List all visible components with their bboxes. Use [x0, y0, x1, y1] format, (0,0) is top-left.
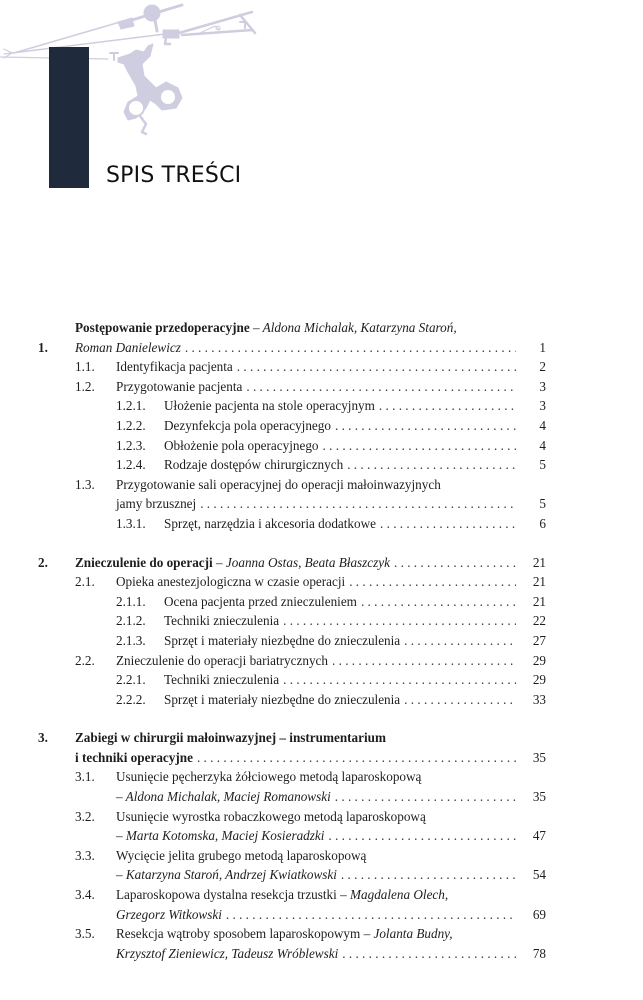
toc-authors: – Joanna Ostas, Beata Błaszczyk — [216, 554, 390, 570]
dot-leader — [237, 357, 516, 377]
toc-number: 3. — [38, 730, 48, 746]
toc-title: Laparoskopowa dystalna resekcja trzustki — [116, 887, 337, 903]
toc-section-3 — [38, 728, 546, 963]
toc-page: 78 — [532, 945, 546, 961]
toc-authors: – Magdalena Olech, — [340, 887, 449, 903]
table-of-contents — [38, 318, 546, 982]
chapter-accent-bar — [49, 47, 89, 188]
toc-entry[interactable] — [38, 514, 546, 534]
toc-number: 3.3. — [75, 847, 95, 863]
toc-number: 1.3. — [75, 476, 95, 492]
toc-entry[interactable] — [38, 611, 546, 631]
toc-authors: – Aldona Michalak, Maciej Romanowski — [116, 789, 331, 805]
dot-leader — [380, 514, 516, 534]
dot-leader — [341, 865, 516, 885]
toc-entry[interactable] — [38, 885, 546, 924]
toc-page: 69 — [532, 906, 546, 922]
toc-page: 3 — [539, 398, 546, 414]
toc-page: 54 — [532, 867, 546, 883]
dot-leader — [246, 377, 516, 397]
toc-page: 5 — [539, 457, 546, 473]
dot-leader — [332, 651, 516, 671]
dot-leader — [335, 787, 516, 807]
toc-page: 21 — [532, 554, 546, 570]
toc-number: 2. — [38, 554, 48, 570]
toc-entry[interactable] — [38, 396, 546, 416]
toc-title: Przygotowanie sali operacyjnej do operacji małoinwazyjnych — [116, 476, 441, 492]
toc-title: Opieka anestezjologiczna w czasie operacji — [116, 574, 346, 590]
dot-leader — [342, 944, 516, 964]
toc-page: 21 — [532, 574, 546, 590]
toc-entry[interactable] — [38, 377, 546, 397]
toc-number: 1. — [38, 339, 48, 355]
toc-title: Znieczulenie do operacji bariatrycznych — [116, 652, 328, 668]
toc-title: Postępowanie przedoperacyjne — [75, 320, 250, 335]
toc-title: Techniki znieczulenia — [164, 672, 280, 688]
toc-page: 27 — [532, 632, 546, 648]
toc-entry[interactable] — [38, 436, 546, 456]
toc-entry[interactable] — [38, 807, 546, 846]
toc-entry[interactable] — [38, 728, 546, 767]
toc-number: 2.2. — [75, 652, 95, 668]
toc-number: 1.1. — [75, 359, 95, 375]
toc-entry[interactable] — [38, 631, 546, 651]
toc-number: 3.1. — [75, 769, 95, 785]
toc-page: 35 — [532, 789, 546, 805]
toc-number: 2.2.1. — [116, 672, 146, 688]
toc-title: Resekcja wątroby sposobem laparoskopowym — [116, 926, 361, 942]
toc-title: Identyfikacja pacjenta — [116, 359, 233, 375]
toc-title: i techniki operacyjne — [75, 749, 193, 765]
toc-page: 1 — [539, 339, 546, 355]
dot-leader — [361, 592, 516, 612]
toc-number: 3.5. — [75, 926, 95, 942]
toc-title: Sprzęt i materiały niezbędne do znieczulenia — [164, 632, 401, 648]
dot-leader — [323, 436, 516, 456]
toc-authors: – Jolanta Budny, — [363, 926, 453, 942]
toc-entry[interactable] — [38, 592, 546, 612]
toc-title: Wycięcie jelita grubego metodą laparoskopową — [116, 847, 367, 863]
page-title: SPIS TREŚCI — [106, 162, 242, 188]
dot-leader — [283, 611, 516, 631]
toc-number: 2.2.2. — [116, 691, 146, 707]
toc-entry[interactable] — [38, 357, 546, 377]
dot-leader — [185, 338, 516, 358]
toc-entry[interactable] — [38, 475, 546, 514]
toc-title: Techniki znieczulenia — [164, 613, 280, 629]
toc-entry[interactable] — [38, 924, 546, 963]
toc-section-1 — [38, 318, 546, 534]
toc-page: 2 — [539, 359, 546, 375]
dot-leader — [349, 572, 516, 592]
toc-entry[interactable] — [38, 572, 546, 592]
dot-leader — [197, 748, 516, 768]
toc-authors: – Marta Kotomska, Maciej Kosieradzki — [116, 828, 325, 844]
toc-title: Obłożenie pola operacyjnego — [164, 437, 319, 453]
dot-leader — [404, 631, 516, 651]
toc-title: Rodzaje dostępów chirurgicznych — [164, 457, 344, 473]
toc-page: 4 — [539, 417, 546, 433]
toc-page: 47 — [532, 828, 546, 844]
toc-entry[interactable] — [38, 416, 546, 436]
toc-title: jamy brzusznej — [116, 496, 197, 512]
toc-number: 3.4. — [75, 887, 95, 903]
toc-title: Dezynfekcja pola operacyjnego — [164, 417, 331, 433]
toc-title: Przygotowanie pacjenta — [116, 378, 243, 394]
toc-page: 29 — [532, 652, 546, 668]
dot-leader — [335, 416, 516, 436]
toc-entry[interactable] — [38, 651, 546, 671]
toc-number: 3.2. — [75, 808, 95, 824]
toc-number: 2.1. — [75, 574, 95, 590]
toc-page: 29 — [532, 672, 546, 688]
toc-entry[interactable] — [38, 670, 546, 690]
dot-leader — [379, 396, 516, 416]
toc-page: 5 — [539, 496, 546, 512]
dot-leader — [347, 455, 516, 475]
toc-number: 2.1.2. — [116, 613, 146, 629]
toc-page: 3 — [539, 378, 546, 394]
toc-section-2 — [38, 553, 546, 710]
toc-entry[interactable] — [38, 767, 546, 806]
toc-authors: Grzegorz Witkowski — [116, 906, 222, 922]
toc-title: Sprzęt i materiały niezbędne do znieczulenia — [164, 691, 401, 707]
toc-entry[interactable] — [38, 318, 546, 357]
dot-leader — [283, 670, 516, 690]
toc-number: 1.2.4. — [116, 457, 146, 473]
toc-title: Ułożenie pacjenta na stole operacyjnym — [164, 398, 375, 414]
dot-leader — [394, 553, 516, 573]
toc-entry[interactable] — [38, 455, 546, 475]
toc-title: Zabiegi w chirurgii małoinwazyjnej – instrumentarium — [75, 730, 386, 746]
toc-title: Sprzęt, narzędzia i akcesoria dodatkowe — [164, 515, 376, 531]
dot-leader — [226, 905, 516, 925]
toc-number: 1.2. — [75, 378, 95, 394]
toc-page: 6 — [539, 515, 546, 531]
toc-entry[interactable] — [38, 553, 546, 573]
toc-authors: Roman Danielewicz — [75, 339, 181, 355]
toc-entry[interactable] — [38, 690, 546, 710]
toc-number: 2.1.3. — [116, 632, 146, 648]
toc-page: 22 — [532, 613, 546, 629]
toc-number: 2.1.1. — [116, 593, 146, 609]
toc-authors: – Aldona Michalak, Katarzyna Staroń, — [253, 320, 457, 335]
toc-page: 33 — [532, 691, 546, 707]
dot-leader — [328, 826, 516, 846]
toc-page: 4 — [539, 437, 546, 453]
toc-authors: Krzysztof Zieniewicz, Tadeusz Wróblewski — [116, 945, 339, 961]
laparoscopic-instruments-illustration — [0, 0, 260, 140]
toc-entry[interactable] — [38, 846, 546, 885]
toc-title: Usunięcie pęcherzyka żółciowego metodą laparoskopową — [116, 769, 422, 785]
toc-title: Usunięcie wyrostka robaczkowego metodą laparoskopową — [116, 808, 426, 824]
dot-leader — [404, 690, 516, 710]
toc-number: 1.2.3. — [116, 437, 146, 453]
toc-number: 1.3.1. — [116, 515, 146, 531]
toc-page: 21 — [532, 593, 546, 609]
toc-title: Znieczulenie do operacji — [75, 554, 213, 570]
toc-number: 1.2.2. — [116, 417, 146, 433]
toc-title: Ocena pacjenta przed znieczuleniem — [164, 593, 357, 609]
toc-page: 35 — [532, 749, 546, 765]
dot-leader — [200, 494, 516, 514]
toc-number: 1.2.1. — [116, 398, 146, 414]
toc-authors: – Katarzyna Staroń, Andrzej Kwiatkowski — [116, 867, 337, 883]
